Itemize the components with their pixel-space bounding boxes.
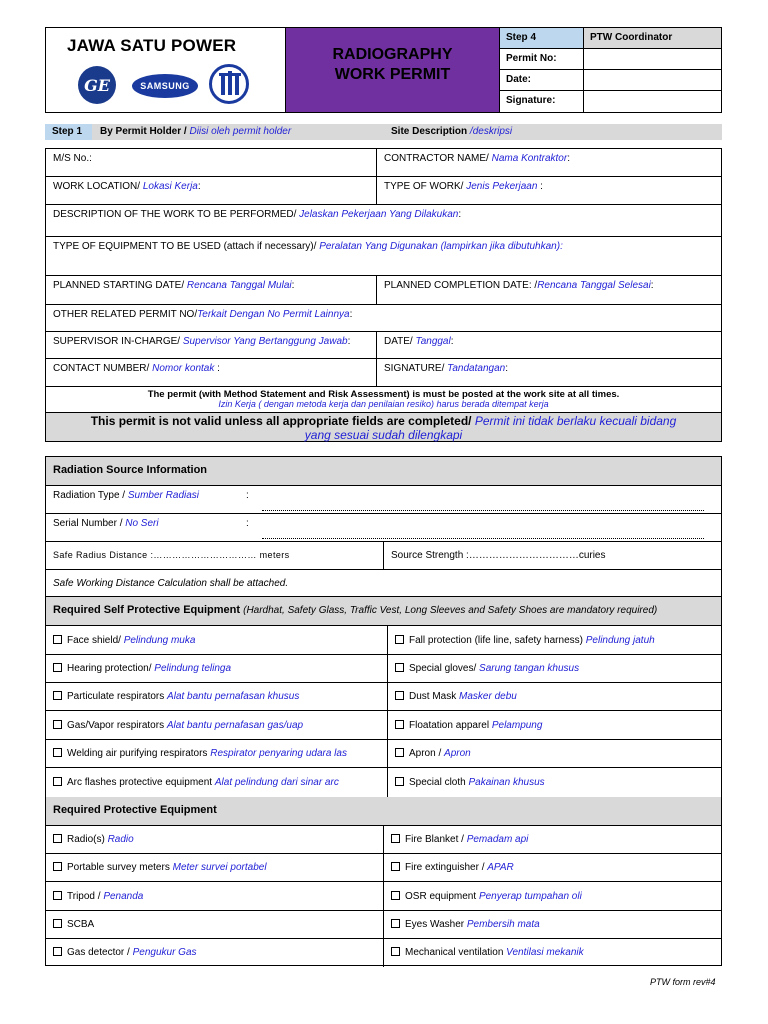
rpe-item-label-id: Pengukur Gas [132,947,197,958]
radiation-heading: Radiation Source Information [46,457,721,486]
rpe-item-label: Tripod / [67,891,101,902]
signature-field[interactable] [584,91,721,112]
checkbox-icon[interactable] [391,947,400,956]
supervisor-signature-label-id: Tandatangan [447,363,506,374]
ppe-item-label: Gas/Vapor respirators [67,720,165,731]
date-label: Date: [500,70,584,90]
checkbox-icon[interactable] [53,663,62,672]
rpe-item-label-id: Meter survei portabel [172,862,267,873]
ppe-item-label: Hearing protection/ [67,663,152,674]
checkbox-icon[interactable] [395,691,404,700]
ppe-item-label-id: Masker debu [459,691,517,702]
checkbox-icon[interactable] [53,720,62,729]
rpe-row [46,939,721,967]
other-permit-field[interactable]: OTHER RELATED PERMIT NO/Terkait Dengan No Permit Lainnya: [53,309,353,320]
rpe-item-label-id: Pemadam api [466,834,529,845]
permit-title [285,28,500,112]
notice-id: Izin Kerja ( dengan metoda kerja dan penilaian resiko) harus berada ditempat kerja [218,399,549,409]
rpe-item-label-id: APAR [487,862,514,873]
ppe-item[interactable] [46,626,388,654]
rpe-item[interactable] [384,882,721,910]
equipment-field[interactable] [46,237,721,275]
checkbox-icon[interactable] [395,720,404,729]
pln-logo [209,64,249,104]
logo-cell [46,28,285,112]
start-date-label: PLANNED STARTING DATE/ [53,280,185,291]
ppe-heading [46,597,721,626]
ppe-item-label-id: Pelindung telinga [154,663,232,674]
checkbox-icon[interactable] [53,691,62,700]
notice-en: The permit (with Method Statement and Risk Assessment) is must be posted at the work site at all times. [147,389,620,400]
permit-form [45,148,722,442]
checkbox-icon[interactable] [395,777,404,786]
other-permit-label-id: Terkait Dengan No Permit Lainnya [197,309,350,320]
safe-radius-field[interactable]: Safe Radius Distance :…………………………… meters [46,542,384,569]
start-date-label-id: Rencana Tanggal Mulai [186,280,292,291]
checkbox-icon[interactable] [53,777,62,786]
rpe-item-label: Portable survey meters [67,862,170,873]
validity-id-1: Permit ini tidak berlaku kecuali bidang [474,414,677,428]
ppe-item[interactable] [46,711,388,739]
rpe-item-label: Gas detector / [67,947,130,958]
checkbox-icon[interactable] [391,891,400,900]
checkbox-icon[interactable] [53,919,62,928]
checkbox-icon[interactable] [391,834,400,843]
rpe-item-label-id: Ventilasi mekanik [506,947,584,958]
checkbox-icon[interactable] [395,635,404,644]
rpe-row [46,854,721,882]
site-label-id: /deskripsi [469,126,513,137]
holder-label-id: Diisi oleh permit holder [189,126,292,137]
contact-label-id: Nomor kontak [152,363,215,374]
source-strength-field[interactable]: Source Strength :……………………………curies [391,550,606,561]
ppe-item-label-id: Pakainan khusus [468,777,545,788]
rpe-item-label: Mechanical ventilation [405,947,504,958]
work-location-label-id: Lokasi Kerja [142,181,198,192]
validity-en: This permit is not valid unless all appropriate fields are completed/ [90,414,472,428]
type-of-work-label-id: Jenis Pekerjaan [466,181,538,192]
rpe-item[interactable] [46,939,384,967]
work-location-field[interactable]: WORK LOCATION/ Lokasi Kerja: [46,177,377,204]
rpe-item-label: SCBA [67,919,95,930]
start-date-field[interactable]: PLANNED STARTING DATE/ Rencana Tanggal Mulai: [46,276,377,304]
ppe-item-label: Apron / [409,748,442,759]
radiation-type-text-id: Sumber Radiasi [127,490,200,501]
ppe-row [46,655,721,683]
validity-id-2: yang sesuai sudah dilengkapi [304,428,463,442]
step1-label: Step 1 [45,124,92,140]
title-line-1: RADIOGRAPHY [332,46,453,63]
equipment-label: TYPE OF EQUIPMENT TO BE USED (attach if necessary)/ [53,241,317,252]
radiation-type-colon: : [246,490,249,501]
completion-date-field[interactable]: PLANNED COMPLETION DATE: /Rencana Tanggal Selesai: [384,280,654,291]
ppe-item-label-id: Pelindung jatuh [585,635,655,646]
serial-number-colon: : [246,518,249,529]
ppe-item-label-id: Respirator penyaring udara las [210,748,347,759]
supervisor-label: SUPERVISOR IN-CHARGE/ [53,336,181,347]
contact-field[interactable]: CONTACT NUMBER/ Nomor kontak : [46,359,377,386]
site-label: Site Description [391,126,468,137]
supervisor-signature-field[interactable]: SIGNATURE/ Tandatangan: [384,363,508,374]
contractor-label: CONTRACTOR NAME/ [384,153,489,164]
radiation-type-text: Radiation Type / [53,490,126,501]
rpe-item-label-id: Penyerap tumpahan oli [478,891,582,902]
ppe-row [46,626,721,655]
ppe-item[interactable] [388,768,721,797]
rpe-item-label: Fire extinguisher / [405,862,485,873]
ppe-heading-text: Required Self Protective Equipment [53,604,241,616]
checkbox-icon[interactable] [53,891,62,900]
supervisor-date-field[interactable]: DATE/ Tanggal: [384,336,454,347]
description-field[interactable]: DESCRIPTION OF THE WORK TO BE PERFORMED/ Jelaskan Pekerjaan Yang Dilakukan: [53,209,462,220]
equipment-form [45,456,722,966]
completion-date-label: PLANNED COMPLETION DATE: / [384,280,538,291]
ppe-item-label-id: Apron [444,748,471,759]
rpe-item-label-id: Radio [107,834,134,845]
ppe-item-label: Face shield/ [67,635,121,646]
serial-number-label [46,514,166,541]
radiation-type-input[interactable] [262,510,704,511]
ppe-item[interactable] [388,683,721,710]
supervisor-date-label: DATE/ [384,336,413,347]
rpe-item-label: OSR equipment [405,891,477,902]
ppe-item-label: Floatation apparel [409,720,490,731]
equipment-label-id: Peralatan Yang Digunakan (lampirkan jika dibutuhkan): [319,241,563,252]
signature-label: Signature: [500,91,584,112]
ppe-item[interactable] [46,655,388,682]
supervisor-signature-label: SIGNATURE/ [384,363,445,374]
brand-logo: JAWA SATU POWER [67,36,237,55]
step4-label: Step 4 [500,28,584,48]
rpe-item-label-id: Pembersih mata [466,919,540,930]
ge-logo: GE [78,66,116,104]
supervisor-date-label-id: Tanggal [415,336,451,347]
title-line-2: WORK PERMIT [334,66,451,83]
rpe-item-label-id: Penanda [103,891,144,902]
ppe-item-label: Dust Mask [409,691,457,702]
rpe-item[interactable] [384,911,721,938]
ppe-item-label: Special gloves/ [409,663,477,674]
rpe-item-label: Fire Blanket / [405,834,464,845]
checkbox-icon[interactable] [391,862,400,871]
ppe-item-label: Fall protection (life line, safety harness) [409,635,583,646]
ppe-item-label: Particulate respirators [67,691,165,702]
rpe-row [46,911,721,939]
ppe-item-label: Welding air purifying respirators [67,748,208,759]
checkbox-icon[interactable] [53,635,62,644]
rpe-item[interactable] [384,854,721,881]
completion-date-label-id: Rencana Tanggal Selesai [537,280,651,291]
ppe-row [46,711,721,740]
ppe-item-label-id: Alat bantu pernafasan gas/uap [166,720,304,731]
checkbox-icon[interactable] [391,919,400,928]
ppe-row [46,768,721,797]
ppe-item[interactable] [388,626,721,654]
ppe-item[interactable] [46,740,388,767]
contractor-field[interactable]: CONTRACTOR NAME/ Nama Kontraktor: [384,153,570,164]
ppe-item-label-id: Pelampung [491,720,543,731]
form-revision: PTW form rev#4 [650,977,716,987]
date-field[interactable] [584,70,721,90]
supervisor-field[interactable]: SUPERVISOR IN-CHARGE/ Supervisor Yang Bertanggung Jawab: [46,332,377,358]
description-label-id: Jelaskan Pekerjaan Yang Dilakukan [299,209,459,220]
type-of-work-field[interactable]: TYPE OF WORK/ Jenis Pekerjaan : [384,181,543,192]
rpe-item[interactable] [46,854,384,881]
work-location-label: WORK LOCATION/ [53,181,141,192]
ppe-item[interactable] [388,655,721,682]
checkbox-icon[interactable] [53,748,62,757]
rpe-item-label: Radio(s) [67,834,105,845]
calc-note: Safe Working Distance Calculation shall be attached. [53,578,289,589]
description-label: DESCRIPTION OF THE WORK TO BE PERFORMED/ [53,209,297,220]
step4-table [500,28,721,112]
ppe-item-label-id: Alat pelindung dari sinar arc [214,777,339,788]
checkbox-icon[interactable] [53,862,62,871]
ppe-item-label: Arc flashes protective equipment [67,777,213,788]
contact-label: CONTACT NUMBER/ [53,363,150,374]
ppe-row [46,683,721,711]
checkbox-icon[interactable] [53,834,62,843]
ppe-heading-note: (Hardhat, Safety Glass, Traffic Vest, Long Sleeves and Safety Shoes are mandatory required) [243,605,658,616]
checkbox-icon[interactable] [395,748,404,757]
rpe-item[interactable] [46,882,384,910]
validity-notice [46,413,721,441]
ppe-item-label-id: Alat bantu pernafasan khusus [167,691,300,702]
ppe-row [46,740,721,768]
ms-no-field[interactable] [46,149,377,176]
rpe-item[interactable] [384,826,721,853]
serial-number-text-id: No Seri [125,518,159,529]
permit-no-field[interactable] [584,49,721,69]
holder-label: By Permit Holder / [100,126,187,137]
radiation-type-label [46,486,206,513]
ppe-item[interactable] [388,711,721,739]
other-permit-label: OTHER RELATED PERMIT NO/ [53,309,198,320]
supervisor-label-id: Supervisor Yang Bertanggung Jawab [182,336,348,347]
serial-number-input[interactable] [262,538,704,539]
contractor-label-id: Nama Kontraktor [491,153,568,164]
ppe-item-label: Special cloth [409,777,466,788]
ppe-item-label-id: Pelindung muka [123,635,196,646]
permit-no-label: Permit No: [500,49,584,69]
ppe-item-label-id: Sarung tangan khusus [479,663,580,674]
rpe-item[interactable] [46,826,384,853]
rpe-row [46,882,721,911]
ppe-item[interactable] [46,768,388,797]
type-of-work-label: TYPE OF WORK/ [384,181,464,192]
samsung-logo: SAMSUNG [132,74,198,98]
rpe-item[interactable] [384,939,721,967]
rpe-heading: Required Protective Equipment [46,797,721,826]
ms-no-label: M/S No.: [53,153,92,164]
serial-number-text: Serial Number / [53,518,123,529]
checkbox-icon[interactable] [53,947,62,956]
rpe-item[interactable] [46,911,384,938]
step1-bar [45,124,722,140]
checkbox-icon[interactable] [395,663,404,672]
coordinator-label: PTW Coordinator [584,28,721,48]
ppe-item[interactable] [388,740,721,767]
rpe-row [46,826,721,854]
ppe-item[interactable] [46,683,388,710]
permit-header [45,27,722,113]
rpe-item-label: Eyes Washer [405,919,465,930]
